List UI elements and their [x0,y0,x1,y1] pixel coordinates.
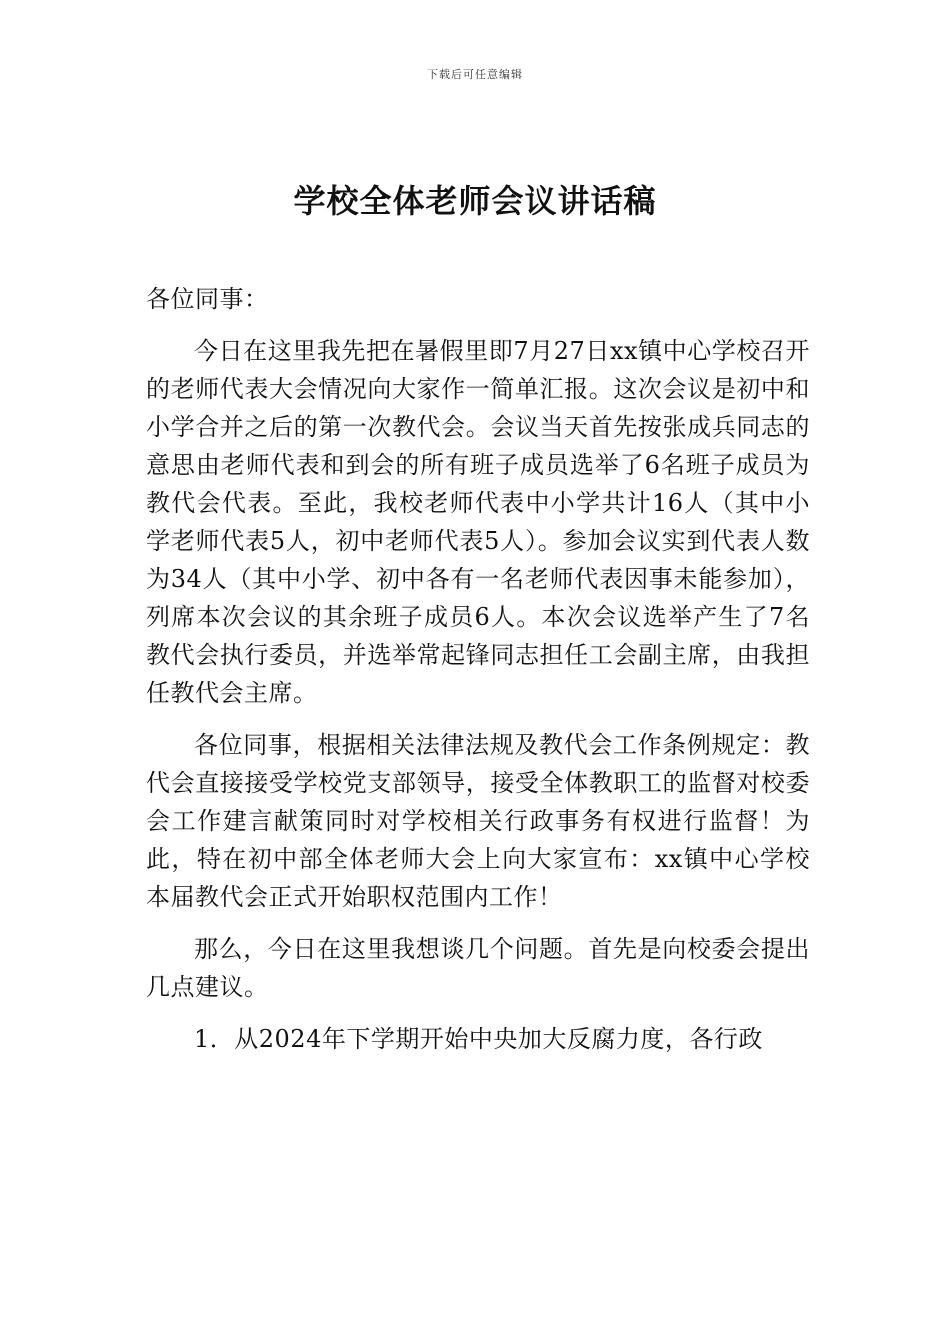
salutation: 各位同事： [146,285,269,313]
header-note: 下载后可任意编辑 [427,68,523,81]
document-title: 学校全体老师会议讲话稿 [293,182,657,220]
paragraph-2: 各位同事，根据相关法律法规及教代会工作条例规定：教代会直接接受学校党支部领导，接受全体教职工的监督对校委会工作建言献策同时对学校相关行政事务有权进行监督！为此，特在初中部全体老师大会上向大家宣布：xx镇中心学校本届教代会正式开始职权范围内工作！ [146,731,810,911]
paragraph-4: 1．从2024年下学期开始中央加大反腐力度，各行政 [194,1025,763,1053]
paragraph-3: 那么，今日在这里我想谈几个问题。首先是向校委会提出几点建议。 [146,935,810,1001]
paragraph-1: 今日在这里我先把在暑假里即7月27日xx镇中心学校召开的老师代表大会情况向大家作一简单汇报。这次会议是初中和小学合并之后的第一次教代会。会议当天首先按张成兵同志的意思由老师代表和到会的所有班子成员选举了6名班子成员为教代会代表。至此，我校老师代表中小学共计16人（其中小学老师代表5人，初中老师代表5人）。参加会议实到代表人数为34人（其中小学、初中各有一名老师代表因事未能参加），列席本次会议的其余班子成员6人。本次会议选举产生了7名教代会执行委员，并选举常起锋同志担任工会副主席，由我担任教代会主席。 [146,337,810,707]
document-body [146,280,810,1072]
